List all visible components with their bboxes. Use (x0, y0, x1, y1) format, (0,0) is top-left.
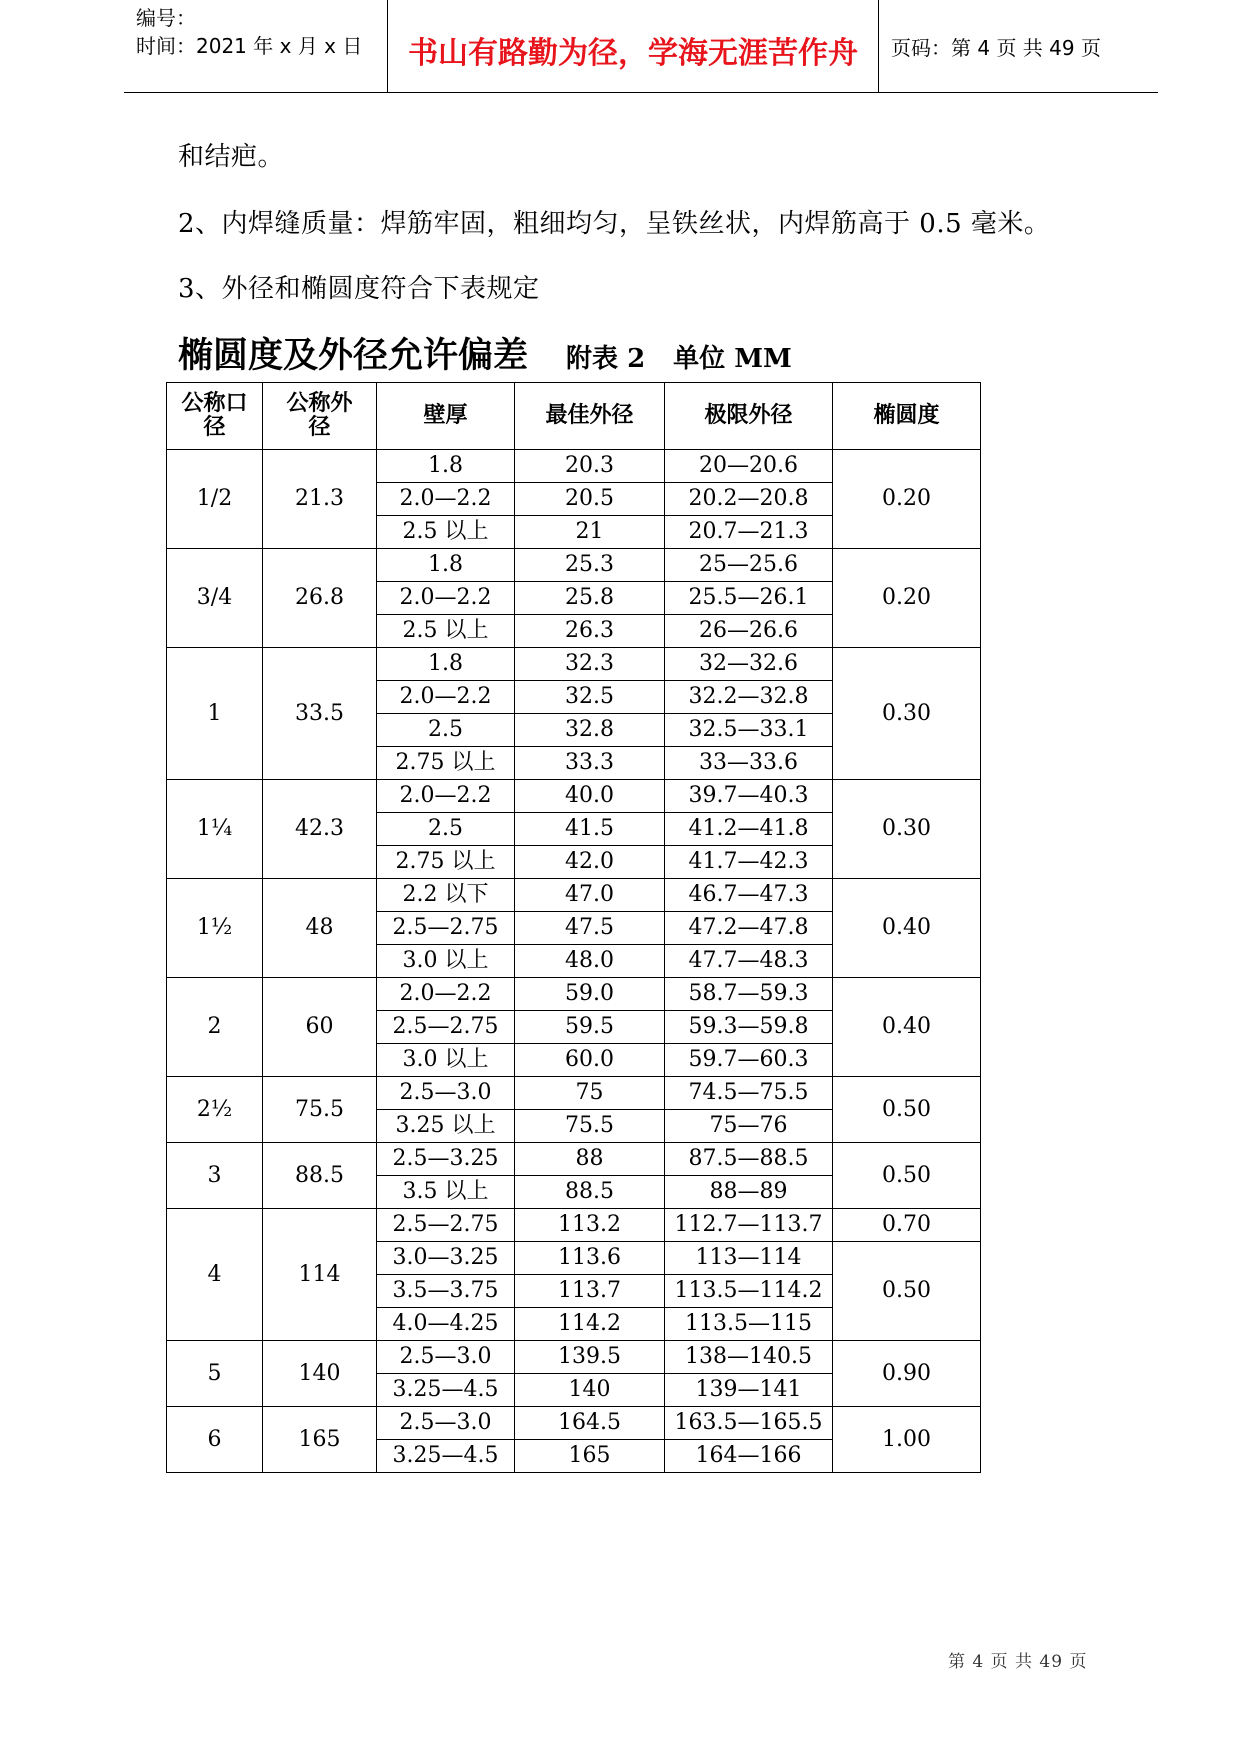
limit-od-cell: 32.5—33.1 (665, 714, 833, 747)
best-od-cell: 75 (515, 1077, 665, 1110)
nominal-bore-cell: 1 (167, 648, 263, 780)
best-od-cell: 20.5 (515, 483, 665, 516)
wall-thickness-cell: 2.2 以下 (377, 879, 515, 912)
wall-thickness-cell: 2.5—2.75 (377, 912, 515, 945)
wall-thickness-cell: 2.5 以上 (377, 516, 515, 549)
wall-thickness-cell: 2.5—2.75 (377, 1011, 515, 1044)
best-od-cell: 59.5 (515, 1011, 665, 1044)
limit-od-cell: 20—20.6 (665, 450, 833, 483)
nominal-od-cell: 165 (263, 1407, 377, 1473)
table-row (167, 1077, 981, 1110)
limit-od-cell: 25—25.6 (665, 549, 833, 582)
limit-od-cell: 58.7—59.3 (665, 978, 833, 1011)
best-od-cell: 75.5 (515, 1110, 665, 1143)
nominal-od-cell: 33.5 (263, 648, 377, 780)
best-od-cell: 140 (515, 1374, 665, 1407)
header-nominal-od: 公称外径 (263, 383, 377, 450)
limit-od-cell: 32—32.6 (665, 648, 833, 681)
table-title: 椭圆度及外径允许偏差 (178, 335, 529, 376)
best-od-cell: 41.5 (515, 813, 665, 846)
limit-od-cell: 26—26.6 (665, 615, 833, 648)
wall-thickness-cell: 2.5—2.75 (377, 1209, 515, 1242)
limit-od-cell: 59.3—59.8 (665, 1011, 833, 1044)
wall-thickness-cell: 2.5—3.0 (377, 1341, 515, 1374)
nominal-bore-cell: 3/4 (167, 549, 263, 648)
best-od-cell: 26.3 (515, 615, 665, 648)
body-line-1: 和结疤。 (178, 142, 285, 172)
table-row (167, 1341, 981, 1374)
ovality-cell: 0.20 (833, 549, 981, 648)
limit-od-cell: 113.5—115 (665, 1308, 833, 1341)
table-row (167, 648, 981, 681)
limit-od-cell: 39.7—40.3 (665, 780, 833, 813)
header-page-label: 页码：第 4 页 共 49 页 (891, 36, 1101, 60)
best-od-cell: 32.5 (515, 681, 665, 714)
table-header-row (167, 383, 981, 450)
table-row (167, 1209, 981, 1242)
wall-thickness-cell: 2.75 以上 (377, 747, 515, 780)
best-od-cell: 114.2 (515, 1308, 665, 1341)
body-line-2: 2、内焊缝质量：焊筋牢固，粗细均匀，呈铁丝状，内焊筋高于 0.5 毫米。 (178, 209, 1051, 239)
header-wall-thickness: 壁厚 (377, 383, 515, 450)
wall-thickness-cell: 1.8 (377, 648, 515, 681)
wall-thickness-cell: 2.5 (377, 714, 515, 747)
nominal-bore-cell: 2 (167, 978, 263, 1077)
table-appendix: 附表 2 (566, 344, 646, 374)
table-caption (178, 328, 792, 378)
table-row (167, 1407, 981, 1440)
table-row (167, 549, 981, 582)
best-od-cell: 139.5 (515, 1341, 665, 1374)
best-od-cell: 165 (515, 1440, 665, 1473)
wall-thickness-cell: 3.0 以上 (377, 1044, 515, 1077)
nominal-od-cell: 21.3 (263, 450, 377, 549)
best-od-cell: 164.5 (515, 1407, 665, 1440)
ovality-cell: 0.30 (833, 780, 981, 879)
table-row (167, 879, 981, 912)
nominal-od-cell: 140 (263, 1341, 377, 1407)
header-best-od: 最佳外径 (515, 383, 665, 450)
limit-od-cell: 41.2—41.8 (665, 813, 833, 846)
best-od-cell: 59.0 (515, 978, 665, 1011)
best-od-cell: 113.2 (515, 1209, 665, 1242)
limit-od-cell: 164—166 (665, 1440, 833, 1473)
best-od-cell: 25.3 (515, 549, 665, 582)
limit-od-cell: 75—76 (665, 1110, 833, 1143)
page-footer: 第 4 页 共 49 页 (948, 1652, 1088, 1672)
nominal-od-cell: 114 (263, 1209, 377, 1341)
nominal-od-cell: 88.5 (263, 1143, 377, 1209)
nominal-od-cell: 75.5 (263, 1077, 377, 1143)
wall-thickness-cell: 3.5 以上 (377, 1176, 515, 1209)
ovality-cell: 0.20 (833, 450, 981, 549)
header-limit-od: 极限外径 (665, 383, 833, 450)
best-od-cell: 32.3 (515, 648, 665, 681)
table-unit: 单位 MM (673, 344, 792, 374)
header-motto: 书山有路勤为径，学海无涯苦作舟 (408, 36, 858, 71)
nominal-od-cell: 42.3 (263, 780, 377, 879)
wall-thickness-cell: 3.5—3.75 (377, 1275, 515, 1308)
limit-od-cell: 138—140.5 (665, 1341, 833, 1374)
wall-thickness-cell: 2.0—2.2 (377, 780, 515, 813)
nominal-bore-cell: 1½ (167, 879, 263, 978)
ovality-cell: 0.50 (833, 1077, 981, 1143)
ovality-cell: 0.40 (833, 879, 981, 978)
best-od-cell: 42.0 (515, 846, 665, 879)
ovality-cell: 0.40 (833, 978, 981, 1077)
wall-thickness-cell: 3.25—4.5 (377, 1440, 515, 1473)
wall-thickness-cell: 2.5—3.25 (377, 1143, 515, 1176)
nominal-od-cell: 60 (263, 978, 377, 1077)
best-od-cell: 88.5 (515, 1176, 665, 1209)
ovality-cell: 0.70 (833, 1209, 981, 1242)
wall-thickness-cell: 2.0—2.2 (377, 582, 515, 615)
wall-thickness-cell: 3.25—4.5 (377, 1374, 515, 1407)
header-divider (878, 0, 879, 92)
table-row (167, 978, 981, 1011)
best-od-cell: 48.0 (515, 945, 665, 978)
page-header (124, 0, 1158, 93)
nominal-bore-cell: 1/2 (167, 450, 263, 549)
limit-od-cell: 47.2—47.8 (665, 912, 833, 945)
limit-od-cell: 20.7—21.3 (665, 516, 833, 549)
wall-thickness-cell: 3.25 以上 (377, 1110, 515, 1143)
best-od-cell: 21 (515, 516, 665, 549)
best-od-cell: 20.3 (515, 450, 665, 483)
limit-od-cell: 25.5—26.1 (665, 582, 833, 615)
wall-thickness-cell: 2.5—3.0 (377, 1407, 515, 1440)
ovality-cell: 0.50 (833, 1242, 981, 1341)
nominal-bore-cell: 3 (167, 1143, 263, 1209)
wall-thickness-cell: 2.0—2.2 (377, 681, 515, 714)
table-row (167, 780, 981, 813)
tolerance-table (166, 382, 981, 1473)
nominal-bore-cell: 6 (167, 1407, 263, 1473)
ovality-cell: 0.50 (833, 1143, 981, 1209)
wall-thickness-cell: 2.5 以上 (377, 615, 515, 648)
nominal-bore-cell: 2½ (167, 1077, 263, 1143)
nominal-od-cell: 48 (263, 879, 377, 978)
wall-thickness-cell: 3.0—3.25 (377, 1242, 515, 1275)
limit-od-cell: 59.7—60.3 (665, 1044, 833, 1077)
limit-od-cell: 46.7—47.3 (665, 879, 833, 912)
wall-thickness-cell: 2.0—2.2 (377, 978, 515, 1011)
limit-od-cell: 33—33.6 (665, 747, 833, 780)
wall-thickness-cell: 4.0—4.25 (377, 1308, 515, 1341)
best-od-cell: 32.8 (515, 714, 665, 747)
best-od-cell: 47.5 (515, 912, 665, 945)
nominal-bore-cell: 1¼ (167, 780, 263, 879)
limit-od-cell: 163.5—165.5 (665, 1407, 833, 1440)
best-od-cell: 25.8 (515, 582, 665, 615)
header-nominal-bore: 公称口径 (167, 383, 263, 450)
limit-od-cell: 32.2—32.8 (665, 681, 833, 714)
document-time-label: 时间：2021 年 x 月 x 日 (136, 34, 363, 58)
ovality-cell: 0.30 (833, 648, 981, 780)
limit-od-cell: 47.7—48.3 (665, 945, 833, 978)
ovality-cell: 0.90 (833, 1341, 981, 1407)
limit-od-cell: 113.5—114.2 (665, 1275, 833, 1308)
best-od-cell: 47.0 (515, 879, 665, 912)
wall-thickness-cell: 2.0—2.2 (377, 483, 515, 516)
limit-od-cell: 88—89 (665, 1176, 833, 1209)
document-number-label: 编号： (136, 6, 196, 30)
wall-thickness-cell: 2.5—3.0 (377, 1077, 515, 1110)
table-row (167, 450, 981, 483)
best-od-cell: 88 (515, 1143, 665, 1176)
best-od-cell: 113.7 (515, 1275, 665, 1308)
wall-thickness-cell: 3.0 以上 (377, 945, 515, 978)
limit-od-cell: 139—141 (665, 1374, 833, 1407)
limit-od-cell: 112.7—113.7 (665, 1209, 833, 1242)
header-ovality: 椭圆度 (833, 383, 981, 450)
header-meta (136, 4, 362, 60)
best-od-cell: 40.0 (515, 780, 665, 813)
limit-od-cell: 41.7—42.3 (665, 846, 833, 879)
nominal-od-cell: 26.8 (263, 549, 377, 648)
ovality-cell: 1.00 (833, 1407, 981, 1473)
wall-thickness-cell: 2.5 (377, 813, 515, 846)
best-od-cell: 113.6 (515, 1242, 665, 1275)
wall-thickness-cell: 2.75 以上 (377, 846, 515, 879)
limit-od-cell: 74.5—75.5 (665, 1077, 833, 1110)
nominal-bore-cell: 5 (167, 1341, 263, 1407)
best-od-cell: 33.3 (515, 747, 665, 780)
table-row (167, 1143, 981, 1176)
best-od-cell: 60.0 (515, 1044, 665, 1077)
wall-thickness-cell: 1.8 (377, 450, 515, 483)
wall-thickness-cell: 1.8 (377, 549, 515, 582)
limit-od-cell: 113—114 (665, 1242, 833, 1275)
nominal-bore-cell: 4 (167, 1209, 263, 1341)
body-line-3: 3、外径和椭圆度符合下表规定 (178, 274, 540, 304)
limit-od-cell: 87.5—88.5 (665, 1143, 833, 1176)
limit-od-cell: 20.2—20.8 (665, 483, 833, 516)
